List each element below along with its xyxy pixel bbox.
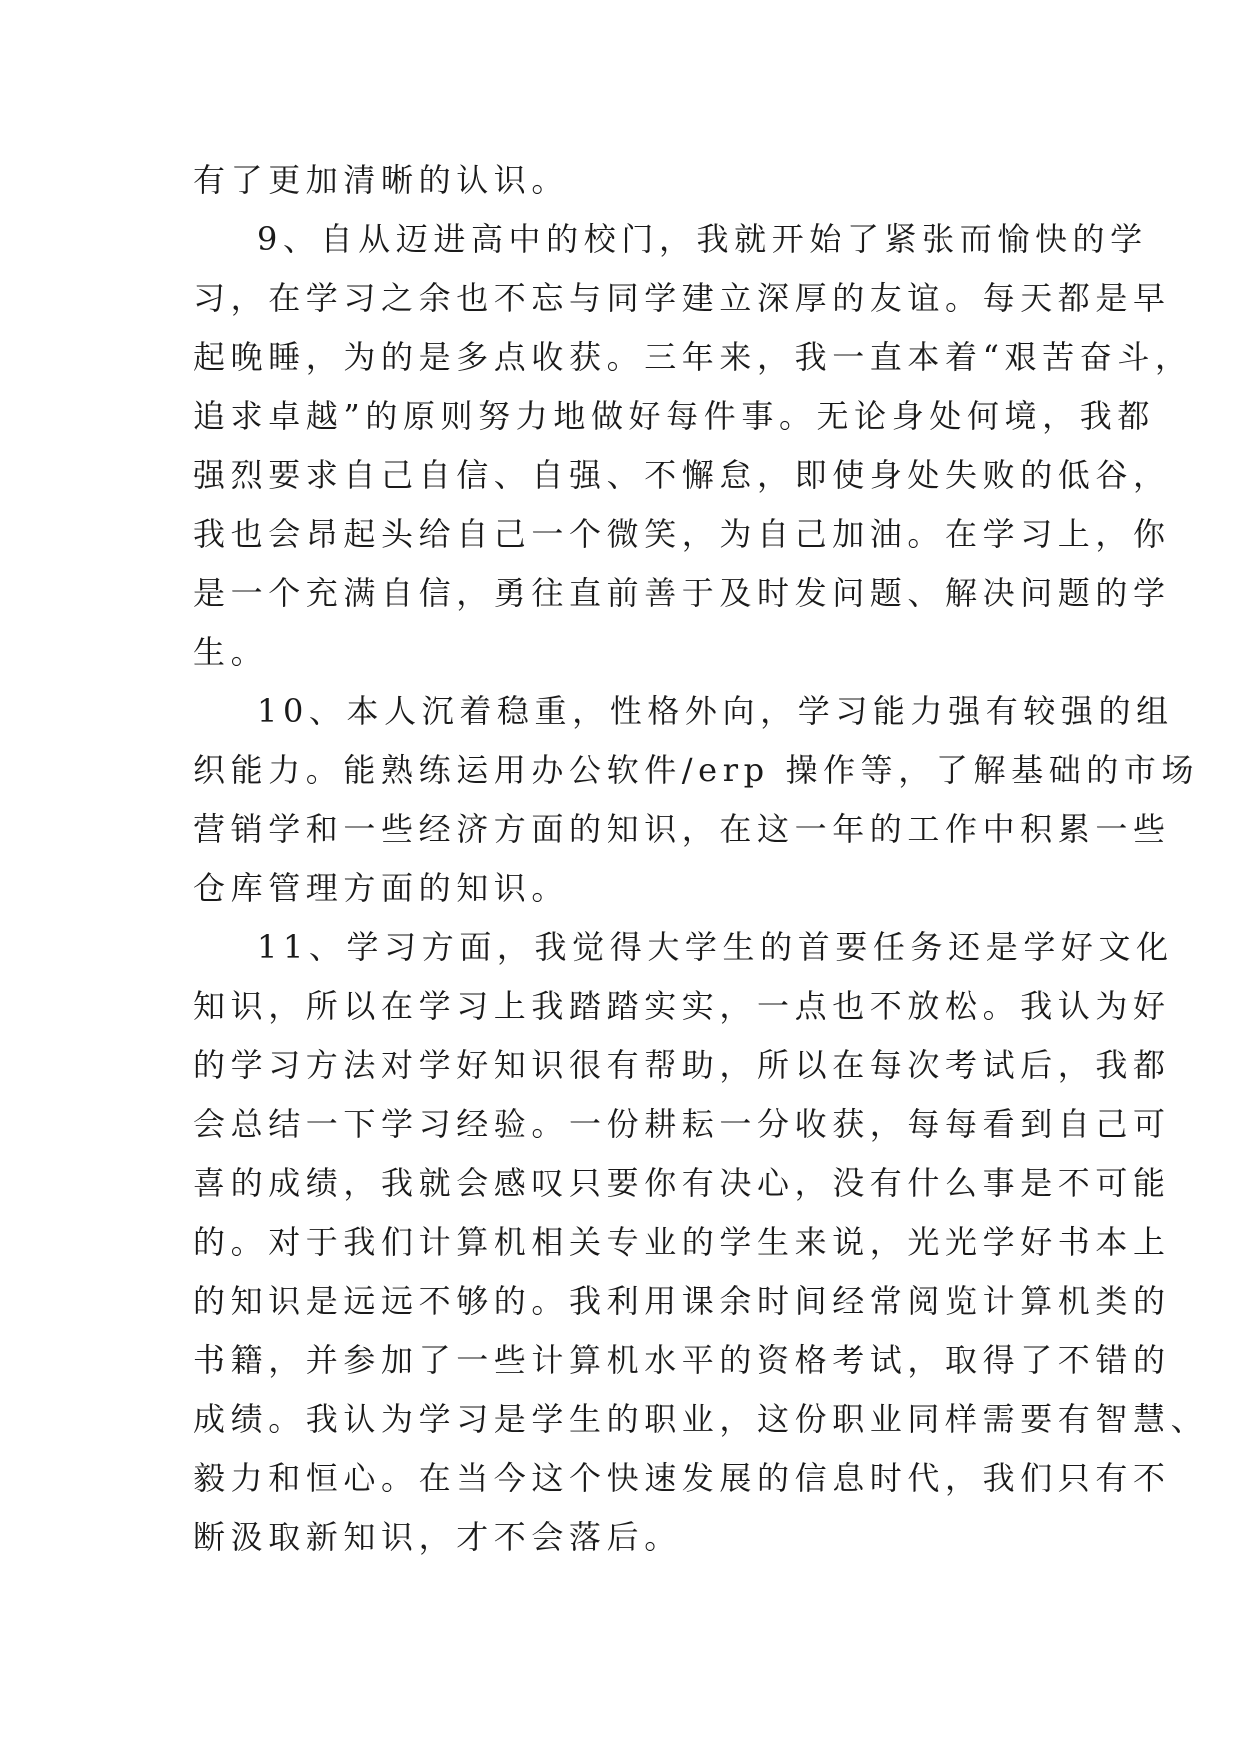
paragraph-9-start: 9、自从迈进高中的校门，我就开始了紧张而愉快的学 xyxy=(257,220,1148,258)
text-line: 有了更加清晰的认识。 xyxy=(193,161,570,199)
text-line: 追求卓越”的原则努力地做好每件事。无论身处何境，我都 xyxy=(193,397,1155,435)
text-line: 会总结一下学习经验。一份耕耘一分收获，每每看到自己可 xyxy=(193,1105,1171,1143)
document-body xyxy=(193,151,1209,1567)
text-line: 习，在学习之余也不忘与同学建立深厚的友谊。每天都是早 xyxy=(193,279,1171,317)
text-line: 知识，所以在学习上我踏踏实实，一点也不放松。我认为好 xyxy=(193,987,1171,1025)
text-line: 的。对于我们计算机相关专业的学生来说，光光学好书本上 xyxy=(193,1223,1171,1261)
text-line: 是一个充满自信，勇往直前善于及时发问题、解决问题的学 xyxy=(193,574,1171,612)
text-line: 生。 xyxy=(193,633,269,671)
text-line: 毅力和恒心。在当今这个快速发展的信息时代，我们只有不 xyxy=(193,1459,1171,1497)
paragraph-11-start: 11、学习方面，我觉得大学生的首要任务还是学好文化 xyxy=(257,928,1174,966)
paragraph-10-start: 10、本人沉着稳重，性格外向，学习能力强有较强的组 xyxy=(257,692,1174,730)
text-line: 我也会昂起头给自己一个微笑，为自己加油。在学习上，你 xyxy=(193,515,1171,553)
text-line: 起晚睡，为的是多点收获。三年来，我一直本着“艰苦奋斗， xyxy=(193,338,1193,376)
text-line: 书籍，并参加了一些计算机水平的资格考试，取得了不错的 xyxy=(193,1341,1171,1379)
text-line: 的知识是远远不够的。我利用课余时间经常阅览计算机类的 xyxy=(193,1282,1171,1320)
text-line: 喜的成绩，我就会感叹只要你有决心，没有什么事是不可能 xyxy=(193,1164,1171,1202)
text-line: 断汲取新知识，才不会落后。 xyxy=(193,1518,682,1556)
text-line: 营销学和一些经济方面的知识，在这一年的工作中积累一些 xyxy=(193,810,1171,848)
text-line: 织能力。能熟练运用办公软件/erp 操作等，了解基础的市场 xyxy=(193,751,1200,789)
text-line: 仓库管理方面的知识。 xyxy=(193,869,570,907)
text-line: 的学习方法对学好知识很有帮助，所以在每次考试后，我都 xyxy=(193,1046,1171,1084)
text-line: 强烈要求自己自信、自强、不懈怠，即使身处失败的低谷， xyxy=(193,456,1171,494)
text-line: 成绩。我认为学习是学生的职业，这份职业同样需要有智慧、 xyxy=(193,1400,1209,1438)
